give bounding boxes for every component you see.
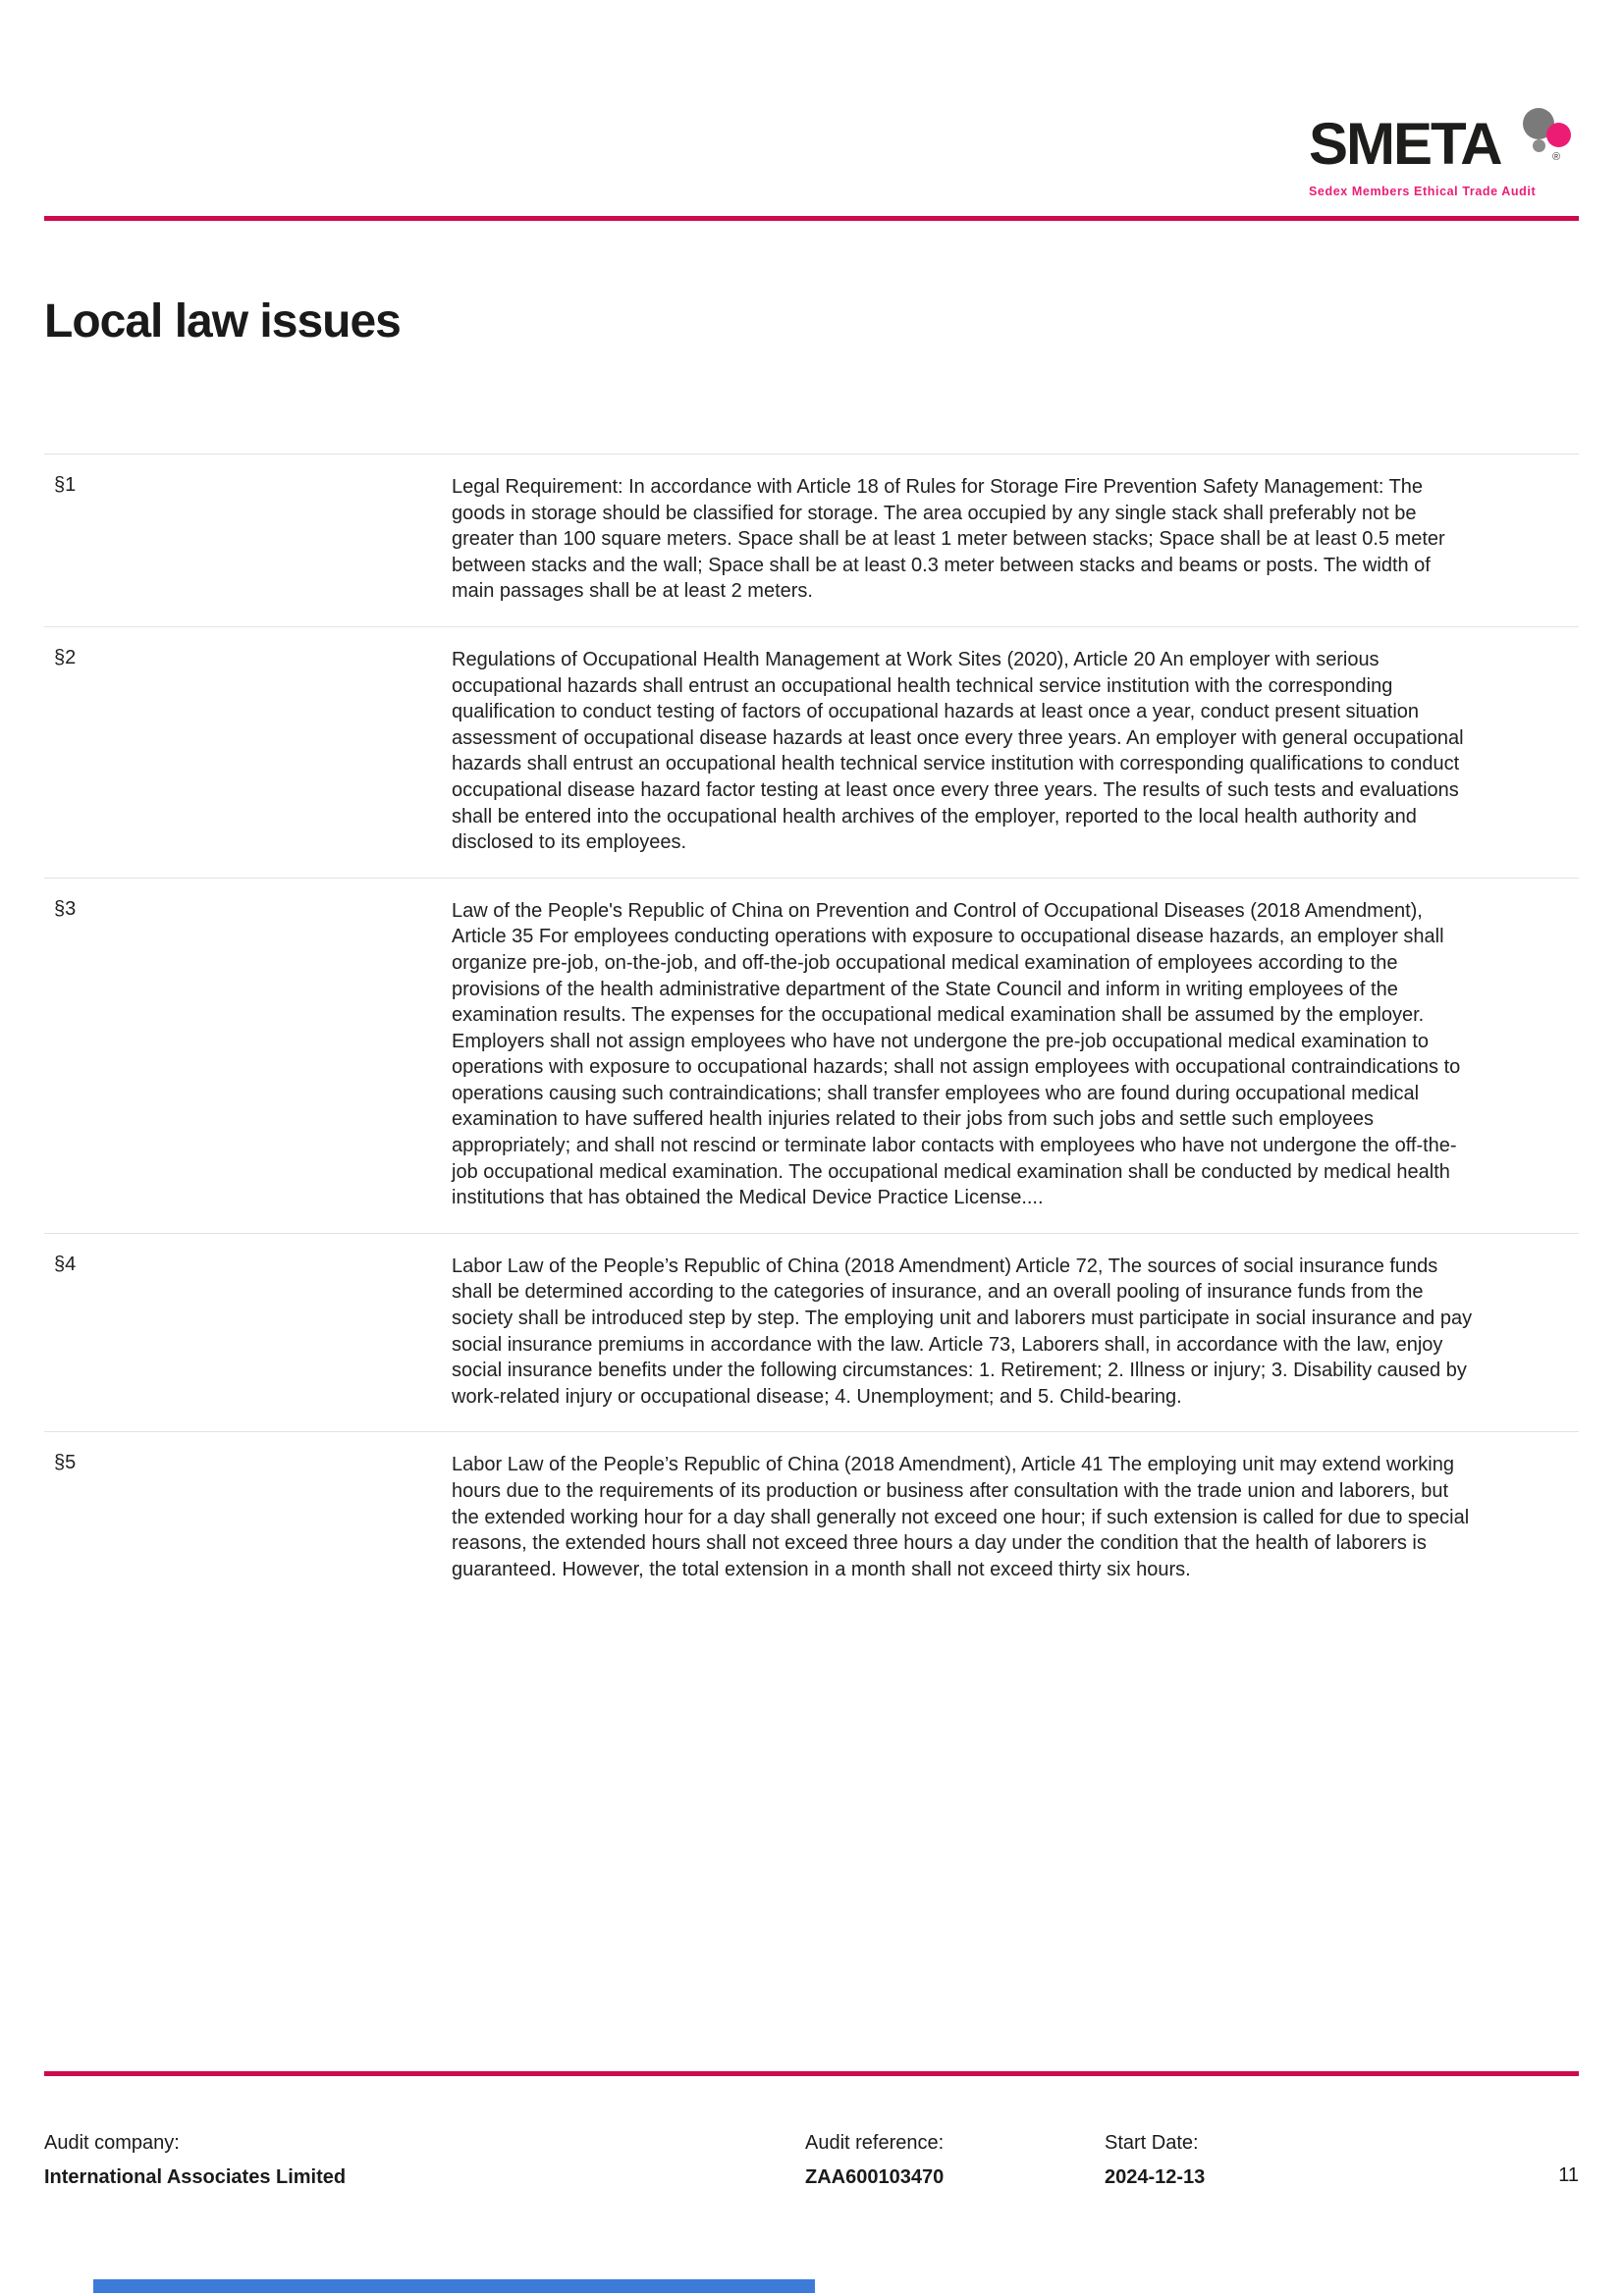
- start-date-label: Start Date:: [1105, 2132, 1199, 2154]
- section-ref: §5: [54, 1452, 77, 1474]
- footer-divider: [44, 2071, 1579, 2076]
- page-number: 11: [1558, 2164, 1579, 2186]
- section-text: Regulations of Occupational Health Management at Work Sites (2020), Article 20 An employer with serious occupational hazards shall entrust an occupational health technical service institution with the corresponding qualification to conduct testing of factors of occupational hazards at least once a year, conduct present situation assessment of occupational disease hazards at least once every three years. An employer with general occupational hazards shall entrust an occupational health technical service institution with corresponding qualifications to conduct occupational disease hazard factor testing at least once every three years. The results of such tests and evaluations shall be entered into the occupational health archives of the employer, reported to the local health authority and disclosed to its employees.: [452, 648, 1464, 854]
- smeta-logo: [1309, 110, 1572, 198]
- page-title: Local law issues: [44, 295, 401, 347]
- pink-circle-icon: [1546, 123, 1571, 147]
- audit-company-label: Audit company:: [44, 2132, 180, 2154]
- section-ref: §3: [54, 897, 77, 920]
- section-ref: §1: [54, 474, 77, 496]
- section-text: Labor Law of the People’s Republic of China (2018 Amendment), Article 41 The employing unit may extend working hours due to the requirements of its production or business after consultation with the trade union and laborers, but the extended working hour for a day shall generally not exceed one hour; if such extension is called for due to special reasons, the extended hours shall not exceed three hours a day under the condition that the health of laborers is guaranteed. However, the total extension in a month shall not exceed thirty six hours.: [452, 1454, 1470, 1580]
- section-text: Legal Requirement: In accordance with Article 18 of Rules for Storage Fire Prevention Safety Management: The goods in storage should be classified for storage. The area occupied by any single stack shall preferably not be greater than 100 square meters. Space shall be at least 1 meter between stacks; Space shall be at least 0.5 meter between stacks and the wall; Space shall be at least 0.3 meter between stacks and beams or posts. The width of main passages shall be at least 2 meters.: [452, 476, 1445, 603]
- table-row: [44, 1431, 1579, 1604]
- footer-audit-reference: [805, 2132, 944, 2189]
- audit-company-value: International Associates Limited: [44, 2166, 347, 2188]
- smeta-logo-tagline: Sedex Members Ethical Trade Audit: [1309, 185, 1537, 198]
- footer-audit-company: [44, 2132, 346, 2189]
- table-row: [44, 1233, 1579, 1432]
- section-text: Labor Law of the People’s Republic of China (2018 Amendment) Article 72, The sources of social insurance funds shall be determined according to the categories of insurance, and an overall pooling of insurance funds from the society shall be introduced step by step. The employing unit and laborers must participate in social insurance and pay social insurance premiums in accordance with the law. Article 73, Laborers shall, in accordance with the law, enjoy social insurance benefits under the following circumstances: 1. Retirement; 2. Illness or injury; 3. Disability caused by work-related injury or occupational disease; 4. Unemployment; and 5. Child-bearing.: [452, 1255, 1473, 1408]
- start-date-value: 2024-12-13: [1105, 2166, 1206, 2188]
- section-ref: §4: [54, 1253, 77, 1275]
- local-law-issues-table: [44, 454, 1579, 1604]
- page-footer: [44, 2132, 1579, 2211]
- table-row: [44, 878, 1579, 1233]
- small-gray-circle-icon: [1533, 139, 1545, 152]
- header-divider: [44, 216, 1579, 221]
- section-ref: §2: [54, 646, 77, 668]
- audit-reference-label: Audit reference:: [805, 2132, 945, 2154]
- section-text: Law of the People's Republic of China on Prevention and Control of Occupational Diseases (2018 Amendment), Article 35 For employees conducting operations with exposure to occupational disease hazards, an employer shall organize pre-job, on-the-job, and off-the-job occupational medical examination of employees according to the provisions of the health administrative department of the State Council and inform in writing employees of the examination results. The expenses for the occupational medical examination shall be assumed by the employer. Employers shall not assign employees who have not undergone the pre-job occupational medical examination to operations with exposure to occupational hazards; shall not assign employees with occupational contraindications to operations causing such contraindications; shall transfer employees who are found during occupational medical examination to have suffered health injuries related to their jobs from such jobs and settle such employees appropriately; and shall not rescind or terminate labor contacts with employees who have not undergone the off-the-job occupational medical examination. The occupational medical examination shall be conducted by medical health institutions that has obtained the Medical Device Practice License....: [452, 899, 1461, 1209]
- table-row: [44, 626, 1579, 878]
- table-row: [44, 454, 1579, 626]
- smeta-logo-dots-icon: [1517, 106, 1576, 175]
- audit-reference-value: ZAA600103470: [805, 2166, 945, 2188]
- smeta-logo-text: SMETA: [1309, 111, 1501, 177]
- registered-trademark-icon: ®: [1552, 151, 1561, 163]
- bottom-accent-bar: [93, 2279, 815, 2293]
- footer-start-date: [1105, 2132, 1205, 2189]
